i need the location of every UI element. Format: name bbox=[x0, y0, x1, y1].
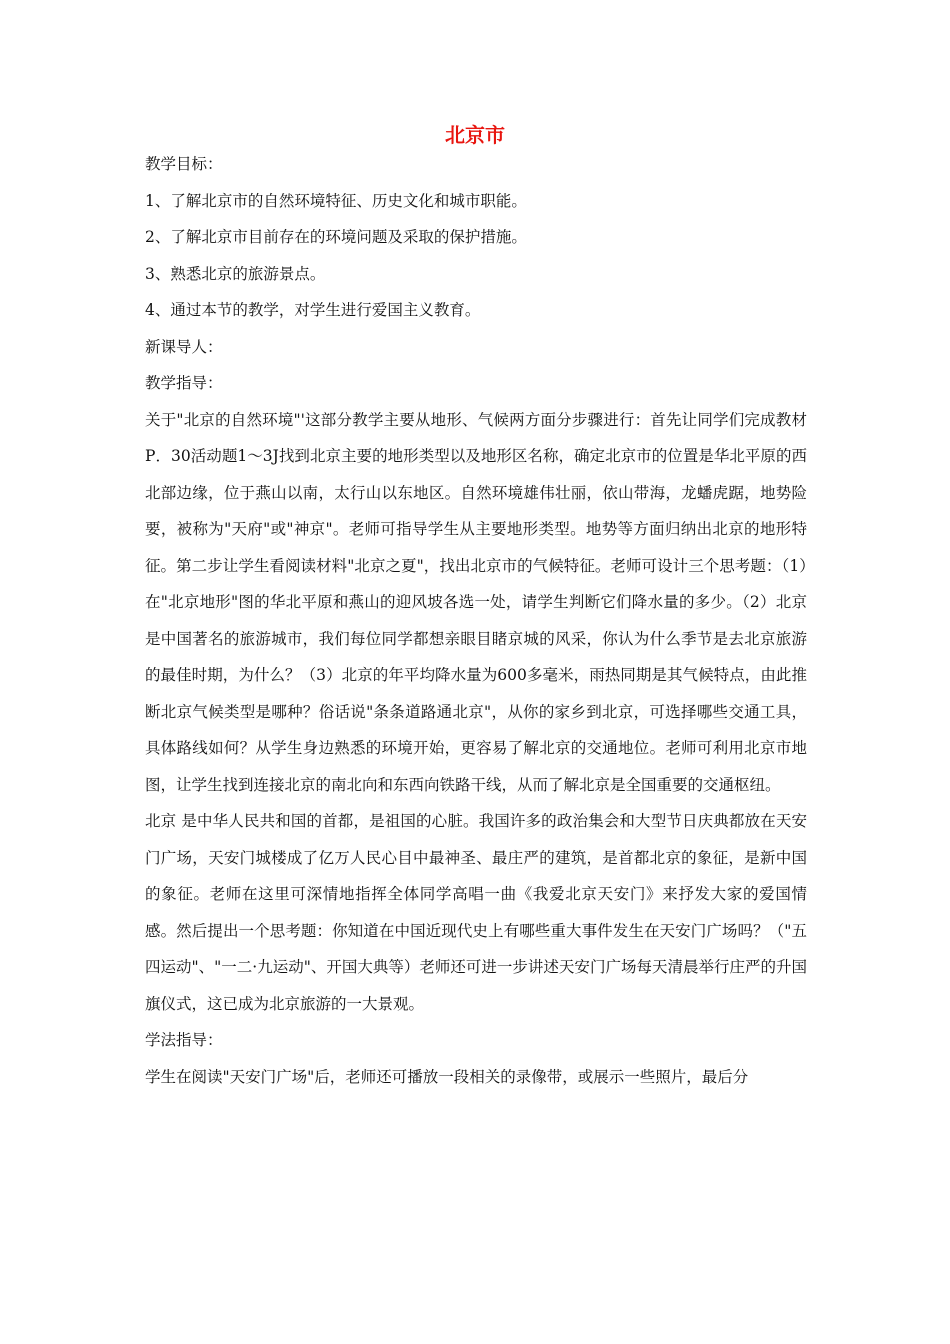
goal-item-2: 2、了解北京市目前存在的环境问题及采取的保护措施。 bbox=[145, 228, 527, 246]
guidance-heading: 教学指导： bbox=[145, 374, 223, 392]
paragraph-capital: 北京 是中华人民共和国的首都，是祖国的心脏。我国许多的政治集会和大型节日庆典都放在天安门广场，天安门城楼成了亿万人民心目中最神圣、最庄严的建筑，是首都北京的象征，是新中国的象征。老师在这里可深情地指挥全体同学高唱一曲《我爱北京天安门》来抒发大家的爱国情感。然后提出一个思考题：你知道在中国近现代史上有哪些重大事件发生在天安门广场吗？（"五四运动"、"一二·九运动"、开国大典等）老师还可进一步讲述天安门广场每天清晨举行庄严的升国旗仪式，这已成为北京旅游的一大景观。 bbox=[145, 812, 807, 1013]
method-heading: 学法指导： bbox=[145, 1031, 223, 1049]
goal-item-1: 1、了解北京市的自然环境特征、历史文化和城市职能。 bbox=[145, 191, 527, 210]
goal-item-3: 3、熟悉北京的旅游景点。 bbox=[145, 264, 326, 283]
intro-heading: 新课导人： bbox=[145, 337, 223, 356]
paragraph-method: 学生在阅读"天安门广场"后，老师还可播放一段相关的录像带，或展示一些照片，最后分 bbox=[145, 1067, 749, 1086]
goal-item-4: 4、通过本节的教学，对学生进行爱国主义教育。 bbox=[145, 301, 481, 319]
goals-heading: 教学目标： bbox=[145, 155, 223, 173]
document-body bbox=[145, 146, 807, 1095]
document-title: 北京市 bbox=[445, 123, 505, 147]
paragraph-natural-environment: 关于"北京的自然环境"'这部分教学主要从地形、气候两方面分步骤进行：首先让同学们完成教材P．30活动题1～3J找到北京主要的地形类型以及地形区名称，确定北京市的位置是华北平原的西北部边缘，位于燕山以南，太行山以东地区。自然环境雄伟壮丽，依山带海，龙蟠虎踞，地势险要，被称为"天府"或"神京"。老师可指导学生从主要地形类型。地势等方面归纳出北京的地形特征。第二步让学生看阅读材料"北京之夏"，找出北京市的气候特征。老师可设计三个思考题：（1）在"北京地形"图的华北平原和燕山的迎风坡各选一处，请学生判断它们降水量的多少。（2）北京是中国著名的旅游城市，我们每位同学都想亲眼目睹京城的风采，你认为什么季节是去北京旅游的最佳时期，为什么？（3）北京的年平均降水量为600多毫米，雨热同期是其气候特点，由此推断北京气候类型是哪种？俗话说"条条道路通北京"，从你的家乡到北京，可选择哪些交通工具，具体路线如何？从学生身边熟悉的环境开始，更容易了解北京的交通地位。老师可利用北京市地图，让学生找到连接北京的南北向和东西向铁路干线，从而了解北京是全国重要的交通枢纽。 bbox=[145, 410, 807, 794]
